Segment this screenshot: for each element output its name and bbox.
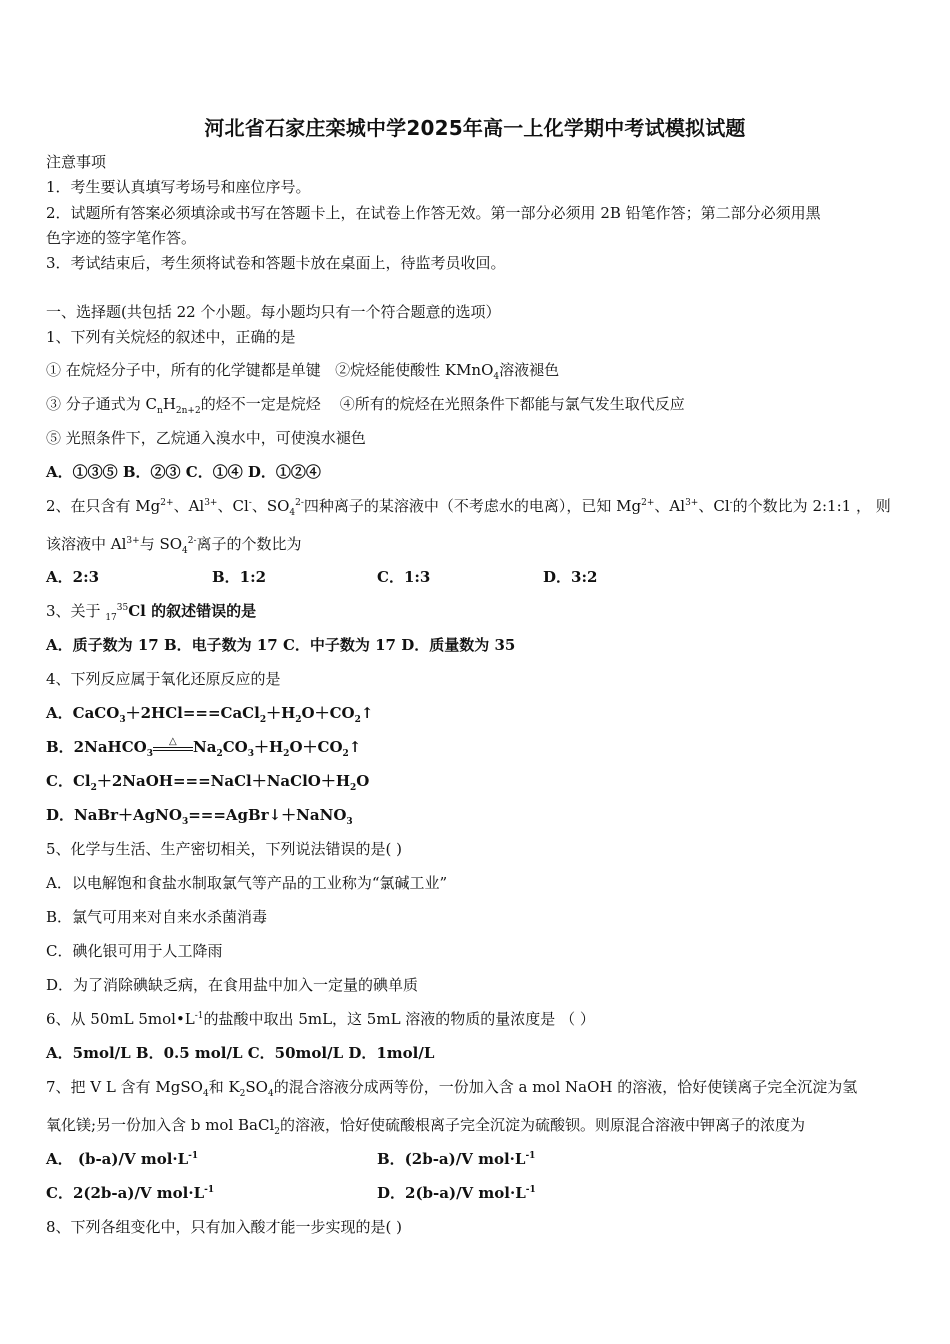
q2-al: 、Al (173, 497, 205, 515)
q4-d-sub-2: 3 (346, 817, 353, 827)
q7-option-d (377, 1183, 536, 1203)
q4-option-c (46, 771, 369, 791)
q3-stem (46, 601, 256, 621)
q3-stem-b: 的叙述错误的是 (145, 602, 257, 620)
q4-d-sub-1: 3 (181, 817, 189, 827)
q7-l1-a: 7、把 V L 含有 MgSO (46, 1078, 203, 1096)
q4-a-sub-3: 2 (295, 715, 302, 725)
q2-line2-so-sup: 2- (187, 536, 197, 546)
q4-a-4: O＋CO (301, 704, 355, 722)
q7-l1-sub-2: 2 (239, 1089, 246, 1099)
q8-stem: 8、下列各组变化中，只有加入酸才能一步实现的是( ) (46, 1218, 403, 1236)
q2-cl: 、Cl (217, 497, 249, 515)
q4-a-sub-2: 2 (259, 715, 267, 725)
q7-l2-sub: 2 (274, 1127, 280, 1137)
q1-s2-end: 溶液褪色 (499, 361, 560, 379)
q7-stem-line2 (46, 1115, 805, 1135)
q1-s3-h: H (162, 395, 176, 413)
q4-b-6: ↑ (348, 738, 362, 756)
q4-option-b (46, 737, 361, 758)
q6-stem (46, 1009, 595, 1029)
q3-atomic-number: 17 (105, 613, 117, 623)
q7-l2-a: 氧化镁;另一份加入含 b mol BaCl (46, 1116, 275, 1134)
q3-element: Cl (128, 602, 146, 620)
q2-stem-a: 2、在只含有 Mg (46, 497, 161, 515)
q2-mg-sup-2: 2+ (641, 498, 655, 508)
notice-item-1: 1．考生要认真填写考场号和座位序号。 (46, 178, 311, 196)
q7-l2-b: 的溶液，恰好使硫酸根离子完全沉淀为硫酸钡。则原混合溶液中钾离子的浓度为 (280, 1116, 806, 1134)
q4-d-1: D．NaBr＋AgNO (46, 806, 182, 824)
q2-so: 、SO (251, 497, 290, 515)
q4-b-sub-3: 3 (247, 749, 254, 759)
q4-c-2: ＋2NaOH===NaCl＋NaClO＋H (96, 772, 351, 790)
q5-option-a: A．以电解饱和食盐水制取氯气等产品的工业称为“氯碱工业” (46, 874, 448, 892)
q4-c-1: C．Cl (46, 772, 91, 790)
notice-heading: 注意事项 (46, 153, 107, 171)
q3-options: A．质子数为 17 B．电子数为 17 C．中子数为 17 D．质量数为 35 (46, 636, 516, 654)
q7-c-text: C．2(2b-a)/V mol·L (46, 1184, 205, 1202)
q6-sup: -1 (194, 1011, 204, 1021)
q7-b-text: B．(2b-a)/V mol·L (377, 1150, 526, 1168)
q1-s3-sub: 2n+2 (175, 406, 201, 416)
q1-s3: ③ 分子通式为 C (46, 395, 158, 413)
q2-option-c: C．1:3 (377, 568, 431, 586)
q2-line2-c: 离子的个数比为 (196, 535, 302, 553)
q2-stem (46, 496, 891, 516)
q4-c-3: O (356, 772, 370, 790)
q1-stem: 1、下列有关烷烃的叙述中，正确的是 (46, 328, 296, 346)
q4-b-1: B．2NaHCO (46, 738, 147, 756)
q2-mg-sup: 2+ (160, 498, 174, 508)
q4-c-sub-1: 2 (90, 783, 97, 793)
q3-mass-number: 35 (116, 603, 129, 613)
q7-d-text: D．2(b-a)/V mol·L (377, 1184, 526, 1202)
q4-b-4: ＋H (253, 738, 284, 756)
notice-item-3: 3．考试结束后，考生须将试卷和答题卡放在桌面上，待监考员收回。 (46, 254, 506, 272)
q4-b-5: O＋CO (289, 738, 343, 756)
heat-arrow-icon (153, 738, 193, 758)
q2-so-sup: 2- (295, 498, 304, 508)
q2-so-sub: 4 (289, 508, 296, 518)
q5-option-d: D．为了消除碘缺乏病，在食用盐中加入一定量的碘单质 (46, 976, 419, 994)
section-heading: 一、选择题(共包括 22 个小题。每小题均只有一个符合题意的选项） (46, 303, 501, 321)
q1-statements-3-4 (46, 394, 685, 414)
q2-line2-so-sub: 4 (182, 546, 188, 556)
q7-a-sup: -1 (188, 1151, 199, 1161)
q1-s3-end: 的烃不一定是烷烃 (200, 395, 321, 413)
q4-option-d (46, 805, 353, 825)
q2-cl-sup: - (248, 498, 252, 508)
q5-option-b: B．氯气可用来对自来水杀菌消毒 (46, 908, 268, 926)
notice-item-2: 2．试题所有答案必须填涂或书写在答题卡上，在试卷上作答无效。第一部分必须用 2B 铅笔作答；第二部分必须用黑 (46, 204, 821, 222)
q2-option-b: B．1:2 (212, 568, 267, 586)
q4-stem: 4、下列反应属于氧化还原反应的是 (46, 670, 281, 688)
q4-b-2: Na (193, 738, 217, 756)
q7-option-b (377, 1149, 535, 1169)
q4-a-1: A．CaCO (46, 704, 120, 722)
q2-option-a: A．2:3 (46, 568, 100, 586)
q2-line2-b: 与 SO (139, 535, 183, 553)
q4-b-sub-5: 2 (342, 749, 349, 759)
heat-delta: △ (169, 736, 177, 747)
q7-b-sup: -1 (525, 1151, 536, 1161)
q7-option-c (46, 1183, 214, 1203)
q6-stem-a: 6、从 50mL 5mol•L (46, 1010, 195, 1028)
q4-c-sub-2: 2 (350, 783, 357, 793)
q6-options: A．5mol/L B．0.5 mol/L C．50mol/L D．1mol/L (46, 1044, 435, 1062)
q5-option-c: C．碘化银可用于人工降雨 (46, 942, 223, 960)
q1-s4: ④所有的烷烃在光照条件下都能与氯气发生取代反应 (339, 395, 685, 413)
q1-options: A．①③⑤ B．②③ C．①④ D．①②④ (46, 463, 321, 481)
q2-stem-c: 的个数比为 2:1:1 ， 则 (732, 497, 891, 515)
q4-a-3: ＋H (266, 704, 296, 722)
q6-stem-b: 的盐酸中取出 5mL，这 5mL 溶液的物质的量浓度是 （ ） (203, 1010, 595, 1028)
q7-l1-sub-1: 4 (202, 1089, 209, 1099)
q3-stem-a: 3、关于 (46, 602, 106, 620)
q4-d-2: ===AgBr↓＋NaNO (188, 806, 347, 824)
q7-option-a (46, 1149, 198, 1169)
q1-s3-n: n (157, 406, 163, 416)
q2-line2-a: 该溶液中 Al (46, 535, 127, 553)
q7-l1-sub-3: 4 (267, 1089, 274, 1099)
q1-statements-1-2 (46, 360, 559, 380)
q4-a-sub-4: 2 (354, 715, 361, 725)
q2-al-sup-2: 3+ (685, 498, 699, 508)
q7-c-sup: -1 (204, 1185, 215, 1195)
q2-al-2: 、Al (654, 497, 686, 515)
q4-a-sub-1: 3 (119, 715, 126, 725)
q1-s5: ⑤ 光照条件下，乙烷通入溴水中，可使溴水褪色 (46, 429, 366, 447)
notice-item-2-cont: 色字迹的签字笔作答。 (46, 229, 197, 247)
q2-line2-al-sup: 3+ (126, 536, 140, 546)
q2-al-sup: 3+ (204, 498, 218, 508)
q5-stem: 5、化学与生活、生产密切相关，下列说法错误的是( ) (46, 840, 403, 858)
q2-stem-line2 (46, 534, 302, 554)
q4-a-5: ↑ (360, 704, 374, 722)
q2-stem-b: 四种离子的某溶液中（不考虑水的电离），已知 Mg (303, 497, 642, 515)
q7-l1-b: 和 K (208, 1078, 240, 1096)
q4-b-sub-4: 2 (283, 749, 290, 759)
q7-a-text: A． (b-a)/V mol·L (46, 1150, 189, 1168)
q2-option-d: D．3:2 (543, 568, 598, 586)
q2-cl-sup-2: - (729, 498, 733, 508)
q7-l1-c: SO (245, 1078, 268, 1096)
q1-s2-sub: 4 (493, 372, 500, 382)
q7-d-sup: -1 (525, 1185, 536, 1195)
q7-stem-line1 (46, 1077, 857, 1097)
q4-option-a (46, 703, 373, 723)
q1-s2: ②烷烃能使酸性 KMnO (335, 361, 494, 379)
q4-a-2: ＋2HCl===CaCl (125, 704, 260, 722)
q4-b-3: CO (222, 738, 248, 756)
page-title: 河北省石家庄栾城中学2025年高一上化学期中考试模拟试题 (204, 116, 746, 140)
q7-l1-d: 的混合溶液分成两等份，一份加入含 a mol NaOH 的溶液，恰好使镁离子完全沉淀为氢 (273, 1078, 858, 1096)
q4-b-sub-1: 3 (146, 749, 153, 759)
q2-cl-2: 、Cl (698, 497, 730, 515)
q4-b-sub-2: 2 (216, 749, 223, 759)
q1-s1: ① 在烷烃分子中，所有的化学键都是单键 (46, 361, 321, 379)
